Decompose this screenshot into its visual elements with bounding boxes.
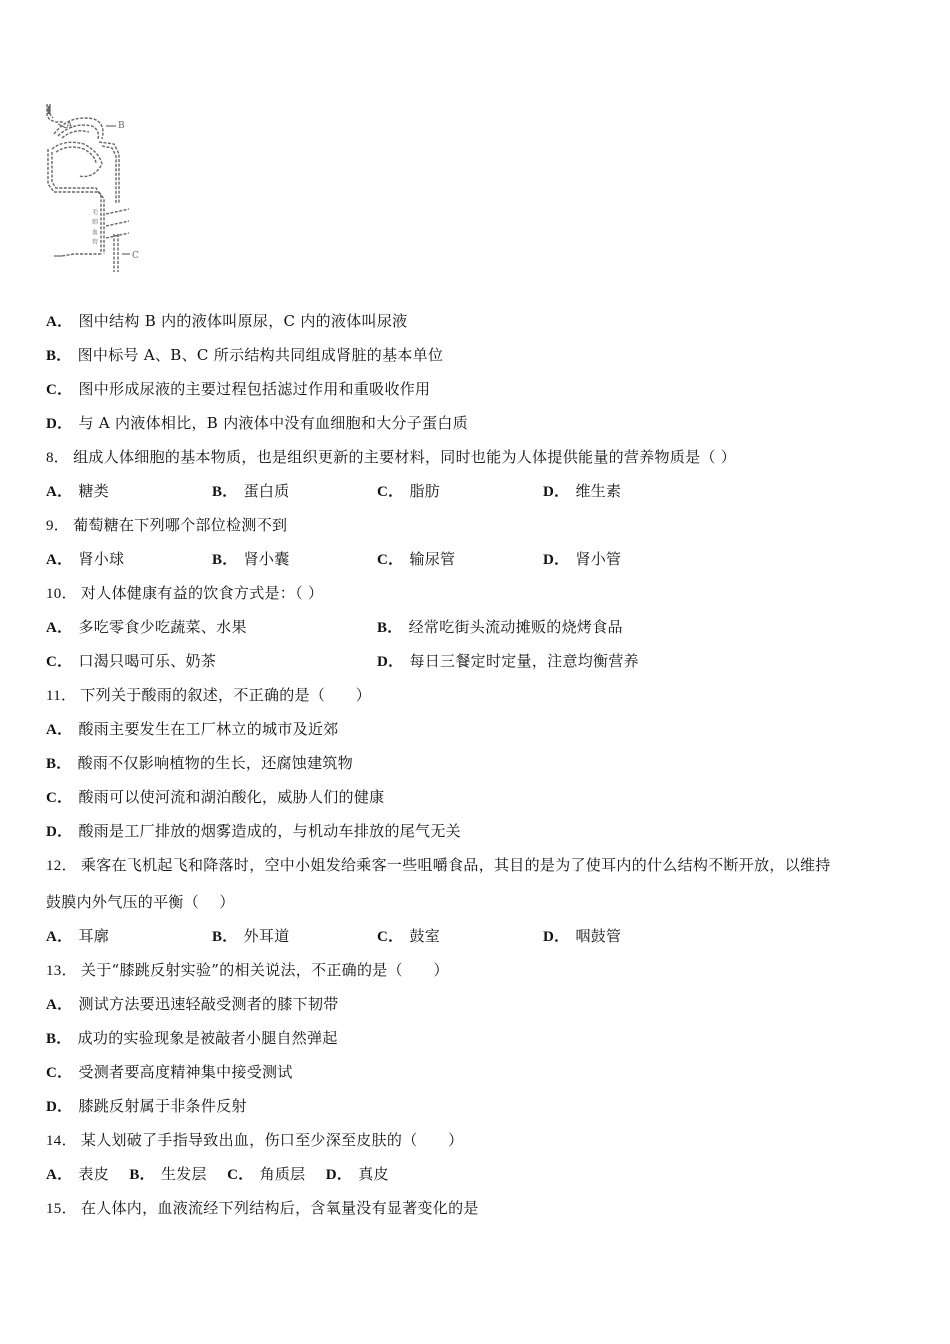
q12-option-a: A． 耳廓	[46, 927, 110, 945]
q7-option-a: A． 图中结构 B 内的液体叫原尿，C 内的液体叫尿液	[46, 312, 408, 330]
q12-stem-line2: 鼓膜内外气压的平衡（ ）	[46, 893, 235, 911]
q11-stem: 11． 下列关于酸雨的叙述，不正确的是（ ）	[46, 686, 372, 704]
q14-option-d: D． 真皮	[325, 1165, 389, 1183]
q14-option-a: A． 表皮	[46, 1165, 110, 1183]
svg-text:血: 血	[92, 229, 99, 236]
q11-option-b: B． 酸雨不仅影响植物的生长，还腐蚀建筑物	[46, 754, 354, 772]
q8-stem: 8． 组成人体细胞的基本物质，也是组织更新的主要材料，同时也能为人体提供能量的营养物质是（ ）	[46, 448, 737, 466]
q9-option-b: B． 肾小囊	[212, 550, 290, 568]
svg-text:管: 管	[92, 239, 99, 246]
q13-option-b: B． 成功的实验现象是被敲者小腿自然弹起	[46, 1029, 338, 1047]
q7-option-d: D． 与 A 内液体相比，B 内液体中没有血细胞和大分子蛋白质	[46, 414, 468, 432]
q13-option-d: D． 膝跳反射属于非条件反射	[46, 1097, 247, 1115]
q13-option-a: A． 测试方法要迅速轻敲受测者的膝下韧带	[46, 995, 339, 1013]
q12-stem-line1: 12． 乘客在飞机起飞和降落时，空中小姐发给乘客一些咀嚼食品，其目的是为了使耳内的什么结构不断开放，以维持	[46, 856, 831, 874]
q9-option-c: C． 输尿管	[377, 550, 456, 568]
q14-options	[46, 1164, 389, 1185]
q10-option-b: B． 经常吃街头流动摊贩的烧烤食品	[377, 618, 623, 636]
q8-option-d: D． 维生素	[543, 482, 622, 500]
nephron-diagram	[44, 104, 144, 276]
svg-text:毛: 毛	[92, 209, 99, 216]
svg-text:细: 细	[92, 219, 99, 226]
q9-stem: 9． 葡萄糖在下列哪个部位检测不到	[46, 516, 288, 534]
q7-option-c: C． 图中形成尿液的主要过程包括滤过作用和重吸收作用	[46, 380, 431, 398]
q9-option-a: A． 肾小球	[46, 550, 125, 568]
q8-option-c: C． 脂肪	[377, 482, 441, 500]
q9-option-d: D． 肾小管	[543, 550, 622, 568]
q11-option-c: C． 酸雨可以使河流和湖泊酸化，威胁人们的健康	[46, 788, 385, 806]
q12-option-d: D． 咽鼓管	[543, 927, 622, 945]
label-b: B	[118, 121, 125, 131]
label-a: A	[66, 121, 73, 131]
q14-stem: 14． 某人划破了手指导致出血，伤口至少深至皮肤的（ ）	[46, 1131, 464, 1149]
q10-option-d: D． 每日三餐定时定量，注意均衡营养	[377, 652, 639, 670]
q10-option-a: A． 多吃零食少吃蔬菜、水果	[46, 618, 247, 636]
q12-option-b: B． 外耳道	[212, 927, 290, 945]
q14-option-c: C． 角质层	[227, 1165, 306, 1183]
q15-stem: 15． 在人体内，血液流经下列结构后，含氧量没有显著变化的是	[46, 1199, 479, 1217]
q10-option-c: C． 口渴只喝可乐、奶茶	[46, 652, 217, 670]
q11-option-d: D． 酸雨是工厂排放的烟雾造成的，与机动车排放的尾气无关	[46, 822, 461, 840]
q10-stem: 10． 对人体健康有益的饮食方式是：（ ）	[46, 584, 324, 602]
q13-option-c: C． 受测者要高度精神集中接受测试	[46, 1063, 293, 1081]
q12-option-c: C． 鼓室	[377, 927, 441, 945]
label-c: C	[132, 251, 139, 261]
q8-option-a: A． 糖类	[46, 482, 110, 500]
q13-stem: 13． 关于“膝跳反射实验”的相关说法，不正确的是（ ）	[46, 961, 449, 979]
q7-option-b: B． 图中标号 A、B、C 所示结构共同组成肾脏的基本单位	[46, 346, 444, 364]
q8-option-b: B． 蛋白质	[212, 482, 290, 500]
q14-option-b: B． 生发层	[129, 1165, 207, 1183]
q11-option-a: A． 酸雨主要发生在工厂林立的城市及近郊	[46, 720, 339, 738]
